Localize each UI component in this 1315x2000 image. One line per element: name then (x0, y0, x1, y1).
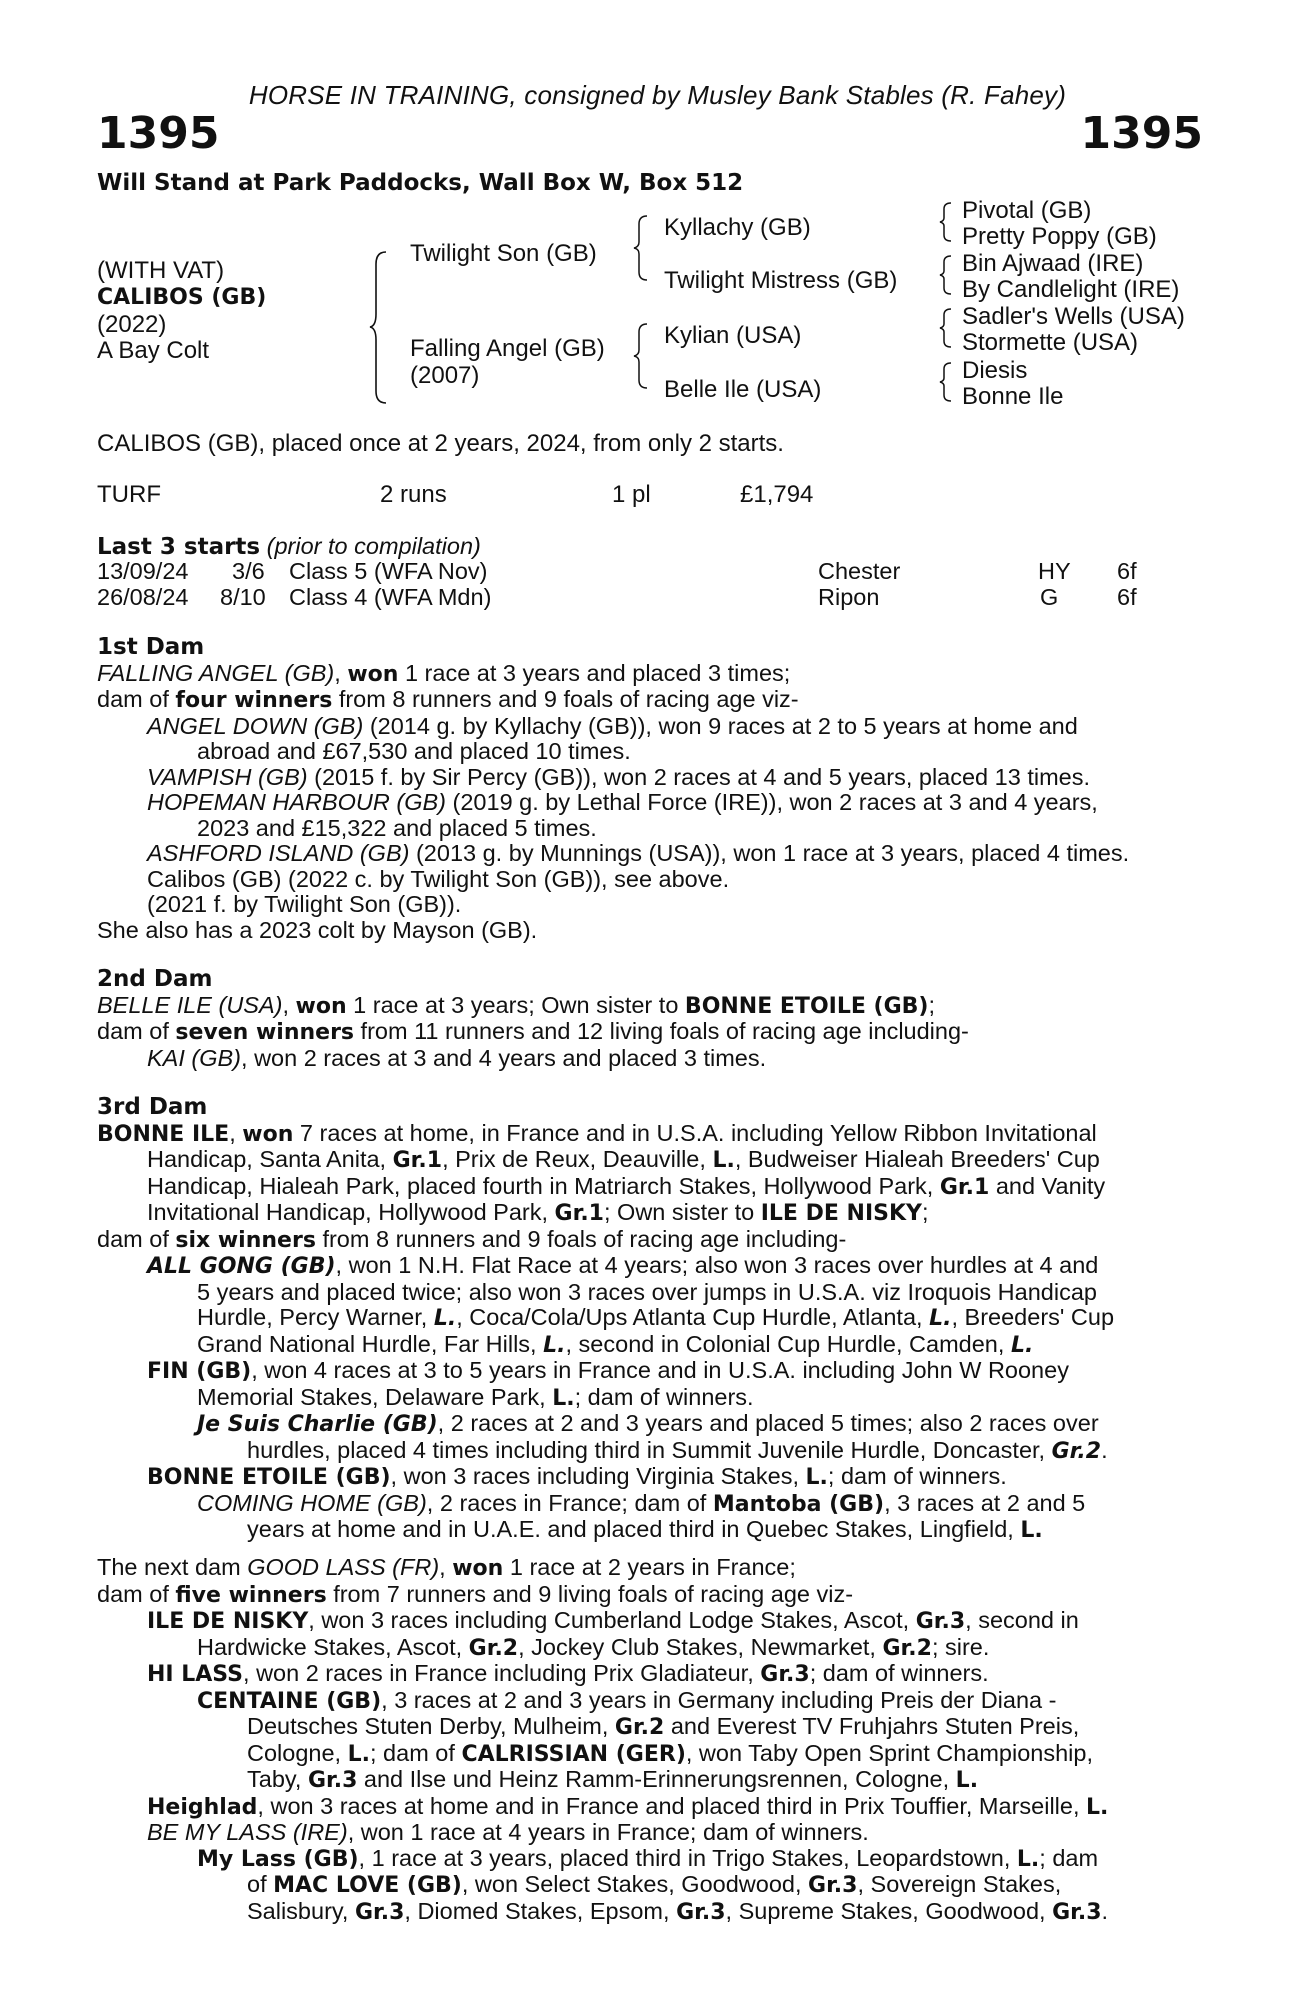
progeny-name: HI LASS (147, 1662, 244, 1687)
progeny-name: HOPEMAN HARBOUR (GB) (147, 789, 446, 815)
dam-name: GOOD LASS (FR) (247, 1554, 440, 1580)
grandparent-1: Pivotal (GB) (962, 197, 1092, 224)
progeny-name: VAMPISH (GB) (147, 763, 308, 790)
progeny-name: BONNE ETOILE (GB) (147, 1465, 391, 1490)
lot-number-left: 1395 (97, 108, 220, 159)
third-dam-section: 3rd Dam BONNE ILE, won 7 races at home, in France and in U.S.A. including Yellow Ribbon Invitational Handicap, Santa Anita, Gr.1, Prix de Reux, Deauville, L., Budweiser Hialeah Breeders' Cup Handicap, Hialeah Park, placed fourth in Matriarch Stakes, Hollywood Park, Gr.1 and Vanity Invitational Handicap, Hollywood Park, Gr.1; Own sister to ILE DE NISKY; dam of six winners from 8 runners and 9 foals of racing age including- ALL GONG (GB), won 1 N.H. Flat Race at 4 years; also won 3 races over hurdles at 4 and 5 years and placed twice; also won 3 races over jumps in U.S.A. viz Iroquois Handicap Hurdle, Percy Warner, L., Coca/Cola/Ups Atlanta Cup Hurdle, Atlanta, L., Breeders' Cup Grand National Hurdle, Far Hills, L., second in Colonial Cup Hurdle, Camden, L. FIN (GB), won 4 races at 3 to 5 years in France and in U.S.A. including John W Rooney Memorial Stakes, Delaware Park, L.; dam of winners. Je Suis Charlie (GB), 2 races at 2 and 3 years and placed 5 times; also 2 races over hurdles, placed 4 times including third in Summit Juvenile Hurdle, Doncaster, Gr.2. BONNE ETOILE (GB), won 3 races including Virginia Stakes, L.; dam of winners. COMING HOME (GB), 2 races in France; dam of Mantoba (GB), 3 races at 2 and 5 years at home and in U.A.E. and placed third in Quebec Stakes, Lingfield, L. (97, 1095, 1207, 1544)
dam-sire: Kylian (USA) (664, 322, 802, 349)
progeny-line: FIN (GB), won 4 races at 3 to 5 years in France and in U.S.A. including John W Rooney (147, 1357, 1069, 1384)
last-starts-heading (97, 533, 481, 560)
progeny-line: My Lass (GB), 1 race at 3 years, placed third in Trigo Stakes, Leopardstown, L.; dam (197, 1844, 1099, 1872)
progeny-name: Je Suis Charlie (GB) (197, 1412, 438, 1437)
start-distance: 6f (1117, 584, 1137, 610)
start-position: 8/10 (220, 584, 266, 610)
dam: Falling Angel (GB) (410, 335, 605, 362)
brace-g1 (938, 201, 954, 243)
progeny-line: ILE DE NISKY, won 3 races including Cumberland Lodge Stakes, Ascot, Gr.3, second in (147, 1607, 1079, 1634)
race-summary: CALIBOS (GB), placed once at 2 years, 2024, from only 2 starts. (97, 430, 784, 457)
progeny-name: COMING HOME (GB) (197, 1489, 427, 1516)
brace-g3 (938, 307, 954, 349)
progeny-name: ANGEL DOWN (GB) (147, 712, 364, 739)
progeny-line: Calibos (GB) (2022 c. by Twilight Son (GB)), see above. (147, 865, 730, 892)
record-placed: 1 pl (612, 481, 651, 508)
progeny-name: Heighlad (147, 1794, 258, 1820)
winners-count: four winners (175, 688, 333, 713)
start-course: Ripon (818, 584, 880, 610)
progeny-line: KAI (GB), won 2 races at 3 and 4 years and placed 3 times. (147, 1044, 767, 1071)
dam-name: BELLE ILE (USA) (97, 991, 283, 1018)
progeny-line: HI LASS, won 2 races in France including Prix Gladiateur, Gr.3; dam of winners. (147, 1660, 989, 1687)
next-dam-section: The next dam GOOD LASS (FR), won 1 race at 2 years in France; dam of five winners from 7 runners and 9 living foals of racing age viz- ILE DE NISKY, won 3 races including Cumberland Lodge Stakes, Ascot, Gr.3, second in Hardwicke Stakes, Ascot, Gr.2, Jockey Club Stakes, Newmarket, Gr.2; sire. HI LASS, won 2 races in France including Prix Gladiateur, Gr.3; dam of winners. CENTAINE (GB), 3 races at 2 and 3 years in Germany including Preis der Diana - Deutsches Stuten Derby, Mulheim, Gr.2 and Everest TV Fruhjahrs Stuten Preis, Cologne, L.; dam of CALRISSIAN (GER), won Taby Open Sprint Championship, Taby, Gr.3 and Ilse und Heinz Ramm-Erinnerungsrennen, Cologne, L. Heighlad, won 3 races at home and in France and placed third in Prix Touffier, Marseille, L. BE MY LASS (IRE), won 1 race at 4 years in France; dam of winners. My Lass (GB), 1 race at 3 years, placed third in Trigo Stakes, Leopardstown, L.; dam of MAC LOVE (GB), won Select Stakes, Goodwood, Gr.3, Sovereign Stakes, Salisbury, Gr.3, Diomed Stakes, Epsom, Gr.3, Supreme Stakes, Goodwood, Gr.3. (97, 1555, 1207, 1925)
stabling-info: Will Stand at Park Paddocks, Wall Box W, Box 512 (97, 170, 744, 196)
progeny-name: ALL GONG (GB) (147, 1254, 336, 1279)
progeny-name: ASHFORD ISLAND (GB) (147, 840, 410, 866)
consignment-heading: HORSE IN TRAINING, consigned by Musley Bank Stables (R. Fahey) (248, 80, 1067, 110)
brace-g2 (938, 254, 954, 296)
grandparent-8: Bonne Ile (962, 383, 1064, 410)
horse-description: A Bay Colt (97, 337, 210, 364)
record-earnings: £1,794 (740, 481, 814, 508)
record-surface: TURF (97, 481, 161, 508)
progeny-name: CENTAINE (GB) (197, 1688, 382, 1714)
grandparent-2: Pretty Poppy (GB) (962, 223, 1157, 250)
progeny-line: ASHFORD ISLAND (GB) (2013 g. by Munnings (USA)), won 1 race at 3 years, placed 4 times. (147, 840, 1130, 866)
pedigree-brace-main (368, 250, 390, 405)
pedigree-table (0, 195, 1315, 415)
vat-note: (WITH VAT) (97, 257, 225, 284)
dam-note: She also has a 2023 colt by Mayson (GB). (97, 916, 538, 943)
won-label: won (347, 661, 399, 687)
brace-sire-line (632, 214, 650, 282)
grandparent-4: By Candlelight (IRE) (962, 276, 1180, 303)
progeny-line: Je Suis Charlie (GB), 2 races at 2 and 3 years and placed 5 times; also 2 races over (197, 1410, 1099, 1437)
grandparent-6: Stormette (USA) (962, 329, 1139, 356)
progeny-line: (2021 f. by Twilight Son (GB)). (147, 891, 462, 917)
start-course: Chester (818, 558, 901, 584)
sire-dam: Twilight Mistress (GB) (664, 267, 898, 294)
first-dam-heading: 1st Dam (97, 634, 205, 660)
dam-name: FALLING ANGEL (GB) (97, 659, 335, 686)
record-runs: 2 runs (380, 481, 447, 508)
progeny-line: COMING HOME (GB), 2 races in France; dam of Mantoba (GB), 3 races at 2 and 5 (197, 1489, 1086, 1517)
progeny-name: My Lass (GB) (197, 1846, 359, 1872)
start-position: 3/6 (232, 558, 265, 584)
start-race: Class 5 (WFA Nov) (289, 558, 488, 584)
start-going: G (1040, 584, 1059, 610)
last-starts-note: (prior to compilation) (266, 533, 481, 559)
dam-dam: Belle Ile (USA) (664, 376, 822, 403)
second-dam-heading: 2nd Dam (97, 966, 213, 992)
progeny-line: VAMPISH (GB) (2015 f. by Sir Percy (GB)), won 2 races at 4 and 5 years, placed 13 times. (147, 763, 1090, 790)
progeny-line: BONNE ETOILE (GB), won 3 races including Virginia Stakes, L.; dam of winners. (147, 1463, 1007, 1490)
progeny-line: Heighlad, won 3 races at home and in France and placed third in Prix Touffier, Marseille, L. (147, 1792, 1109, 1820)
start-going: HY (1038, 558, 1071, 584)
progeny-name: FIN (GB) (147, 1359, 252, 1384)
sire-sire: Kyllachy (GB) (664, 214, 811, 241)
progeny-name: BE MY LASS (IRE) (147, 1819, 348, 1845)
first-dam-section: 1st Dam FALLING ANGEL (GB), won 1 race at 3 years and placed 3 times; dam of four winners from 8 runners and 9 foals of racing age viz- ANGEL DOWN (GB) (2014 g. by Kyllachy (GB)), won 9 races at 2 to 5 years at home and abroad and £67,530 and placed 10 times. VAMPISH (GB) (2015 f. by Sir Percy (GB)), won 2 races at 4 and 5 years, placed 13 times. HOPEMAN HARBOUR (GB) (2019 g. by Lethal Force (IRE)), won 2 races at 3 and 4 years, 2023 and £15,322 and placed 5 times. ASHFORD ISLAND (GB) (2013 g. by Munnings (USA)), won 1 race at 3 years, placed 4 times. Calibos (GB) (2022 c. by Twilight Son (GB)), see above. (2021 f. by Twilight Son (GB)). She also has a 2023 colt by Mayson (GB). (97, 635, 1207, 943)
progeny-name: KAI (GB) (147, 1044, 242, 1071)
grandparent-7: Diesis (962, 357, 1028, 384)
last-starts-title: Last 3 starts (97, 534, 261, 560)
progeny-line: BE MY LASS (IRE), won 1 race at 4 years in France; dam of winners. (147, 1819, 869, 1845)
grandparent-5: Sadler's Wells (USA) (962, 303, 1185, 330)
third-dam-heading: 3rd Dam (97, 1094, 208, 1120)
grandparent-3: Bin Ajwaad (IRE) (962, 250, 1144, 277)
sire: Twilight Son (GB) (410, 240, 597, 267)
progeny-line: CENTAINE (GB), 3 races at 2 and 3 years in Germany including Preis der Diana - (197, 1686, 1057, 1714)
start-distance: 6f (1117, 558, 1137, 584)
second-dam-section: 2nd Dam BELLE ILE (USA), won 1 race at 3 years; Own sister to BONNE ETOILE (GB); dam of seven winners from 11 runners and 12 living foals of racing age including- KAI (GB), won 2 races at 3 and 4 years and placed 3 times. (97, 967, 1207, 1071)
start-date: 26/08/24 (97, 584, 189, 610)
progeny-line: HOPEMAN HARBOUR (GB) (2019 g. by Lethal Force (IRE)), won 2 races at 3 and 4 years, (147, 789, 1098, 815)
dam-year: (2007) (410, 362, 480, 389)
start-date: 13/09/24 (97, 558, 189, 584)
progeny-name: ILE DE NISKY (147, 1609, 309, 1634)
progeny-line: ALL GONG (GB), won 1 N.H. Flat Race at 4 years; also won 3 races over hurdles at 4 and (147, 1252, 1099, 1279)
horse-name: CALIBOS (GB) (97, 285, 267, 310)
brace-g4 (938, 361, 954, 403)
horse-year: (2022) (97, 311, 167, 338)
start-race: Class 4 (WFA Mdn) (289, 584, 492, 610)
progeny-line: ANGEL DOWN (GB) (2014 g. by Kyllachy (GB)), won 9 races at 2 to 5 years at home and (147, 712, 1078, 739)
lot-number-right: 1395 (1080, 108, 1203, 159)
brace-dam-line (632, 322, 650, 390)
